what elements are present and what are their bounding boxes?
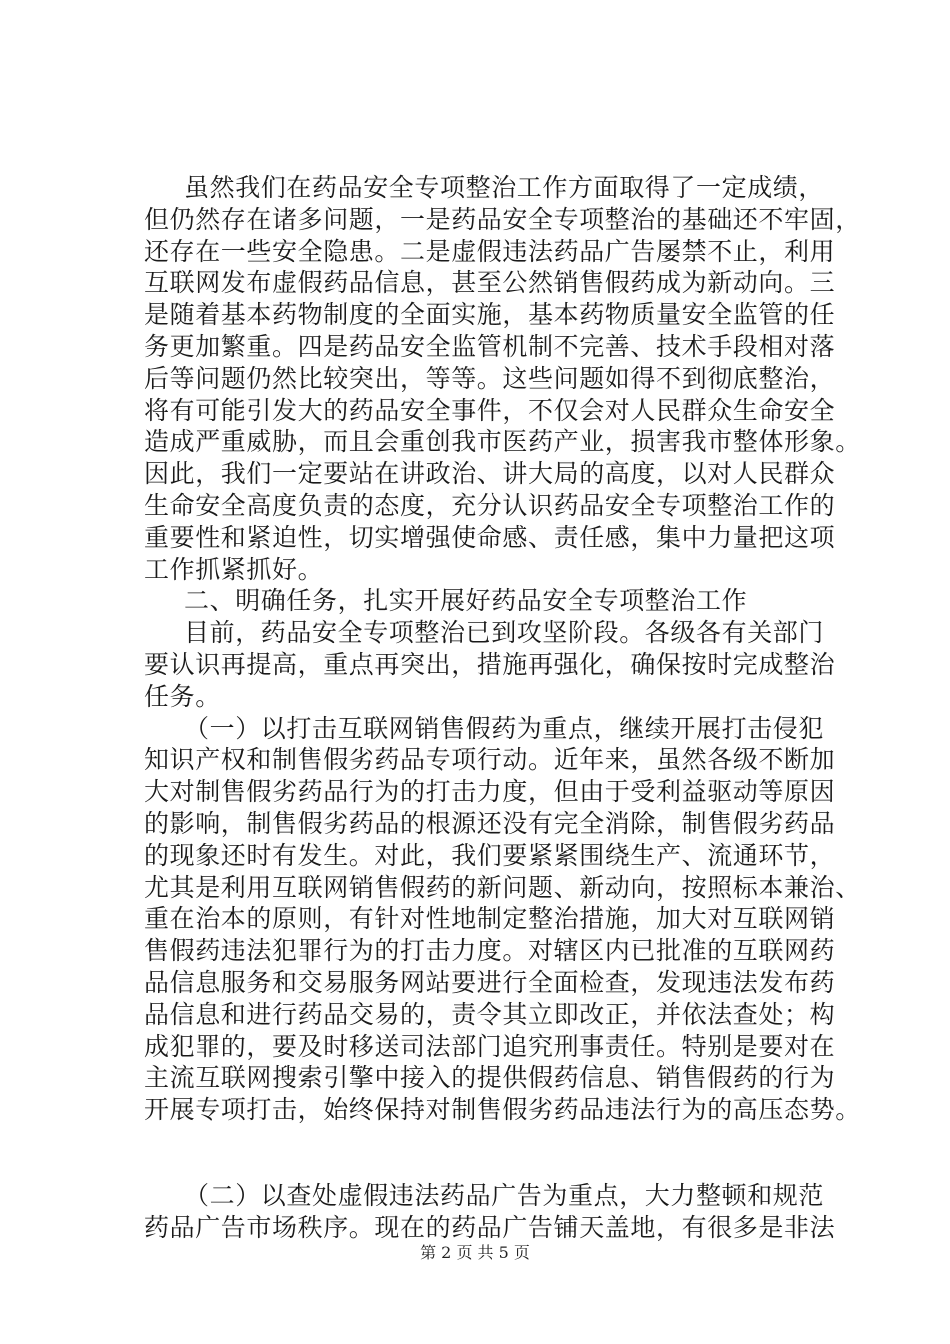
paragraph [144, 617, 844, 712]
text-line: 品信息服务和交易服务网站要进行全面检查，发现违法发布药 [144, 967, 836, 997]
text-line: 务更加繁重。四是药品安全监管机制不完善、技术手段相对落 [144, 331, 836, 361]
text-line: 大对制售假劣药品行为的打击力度，但由于受利益驱动等原因 [144, 777, 836, 807]
paragraph [144, 585, 844, 617]
text-line: 造成严重威胁，而且会重创我市医药产业，损害我市整体形象。 [144, 427, 861, 457]
text-line: 是随着基本药物制度的全面实施，基本药物质量安全监管的任 [144, 300, 836, 330]
page-footer: 第 2 页 共 5 页 [420, 1243, 530, 1262]
text-line: 生命安全高度负责的态度，充分认识药品安全专项整治工作的 [144, 490, 836, 520]
text-line: 主流互联网搜索引擎中接入的提供假药信息、销售假药的行为 [144, 1063, 836, 1093]
text-line: 知识产权和制售假劣药品专项行动。近年来，虽然各级不断加 [144, 745, 836, 775]
text-line: 因此，我们一定要站在讲政治、讲大局的高度，以对人民群众 [144, 459, 836, 489]
text-line: 重在治本的原则，有针对性地制定整治措施，加大对互联网销 [144, 904, 836, 934]
text-line: 售假药违法犯罪行为的打击力度。对辖区内已批准的互联网药 [144, 936, 836, 966]
paragraph [144, 713, 861, 1126]
text-line: 重要性和紧迫性，切实增强使命感、责任感，集中力量把这项 [144, 522, 836, 552]
text-line: 互联网发布虚假药品信息，甚至公然销售假药成为新动向。三 [144, 268, 836, 298]
paragraph [144, 1180, 844, 1244]
text-line: 目前，药品安全专项整治已到攻坚阶段。各级各有关部门 [184, 618, 825, 648]
text-line: 尤其是利用互联网销售假药的新问题、新动向，按照标本兼治、 [144, 872, 861, 902]
paragraph [144, 172, 861, 585]
paragraph-spacer [144, 1126, 844, 1180]
document-body [144, 172, 861, 1244]
text-line: 但仍然存在诸多问题，一是药品安全专项整治的基础还不牢固， [144, 204, 861, 234]
text-line: 工作抓紧抓好。 [144, 554, 324, 584]
text-line: 要认识再提高，重点再突出，措施再强化，确保按时完成整治 [144, 649, 836, 679]
text-line: 二、明确任务，扎实开展好药品安全专项整治工作 [184, 586, 748, 616]
text-line: 品信息和进行药品交易的，责令其立即改正，并依法查处；构 [144, 999, 836, 1029]
text-line: 还存在一些安全隐患。二是虚假违法药品广告屡禁不止，利用 [144, 236, 836, 266]
text-line: 开展专项打击，始终保持对制售假劣药品违法行为的高压态势。 [144, 1095, 861, 1125]
text-line: 任务。 [144, 681, 221, 711]
text-line: 的影响，制售假劣药品的根源还没有完全消除，制售假劣药品 [144, 808, 836, 838]
text-line: （一）以打击互联网销售假药为重点，继续开展打击侵犯 [184, 713, 825, 743]
text-line: 药品广告市场秩序。现在的药品广告铺天盖地，有很多是非法 [144, 1212, 836, 1242]
text-line: 将有可能引发大的药品安全事件，不仅会对人民群众生命安全 [144, 395, 836, 425]
text-line: 成犯罪的，要及时移送司法部门追究刑事责任。特别是要对在 [144, 1031, 836, 1061]
text-line: 后等问题仍然比较突出，等等。这些问题如得不到彻底整治， [144, 363, 836, 393]
text-line: 虽然我们在药品安全专项整治工作方面取得了一定成绩， [184, 173, 825, 202]
text-line: 的现象还时有发生。对此，我们要紧紧围绕生产、流通环节， [144, 840, 836, 870]
text-line: （二）以查处虚假违法药品广告为重点，大力整顿和规范 [184, 1180, 825, 1210]
